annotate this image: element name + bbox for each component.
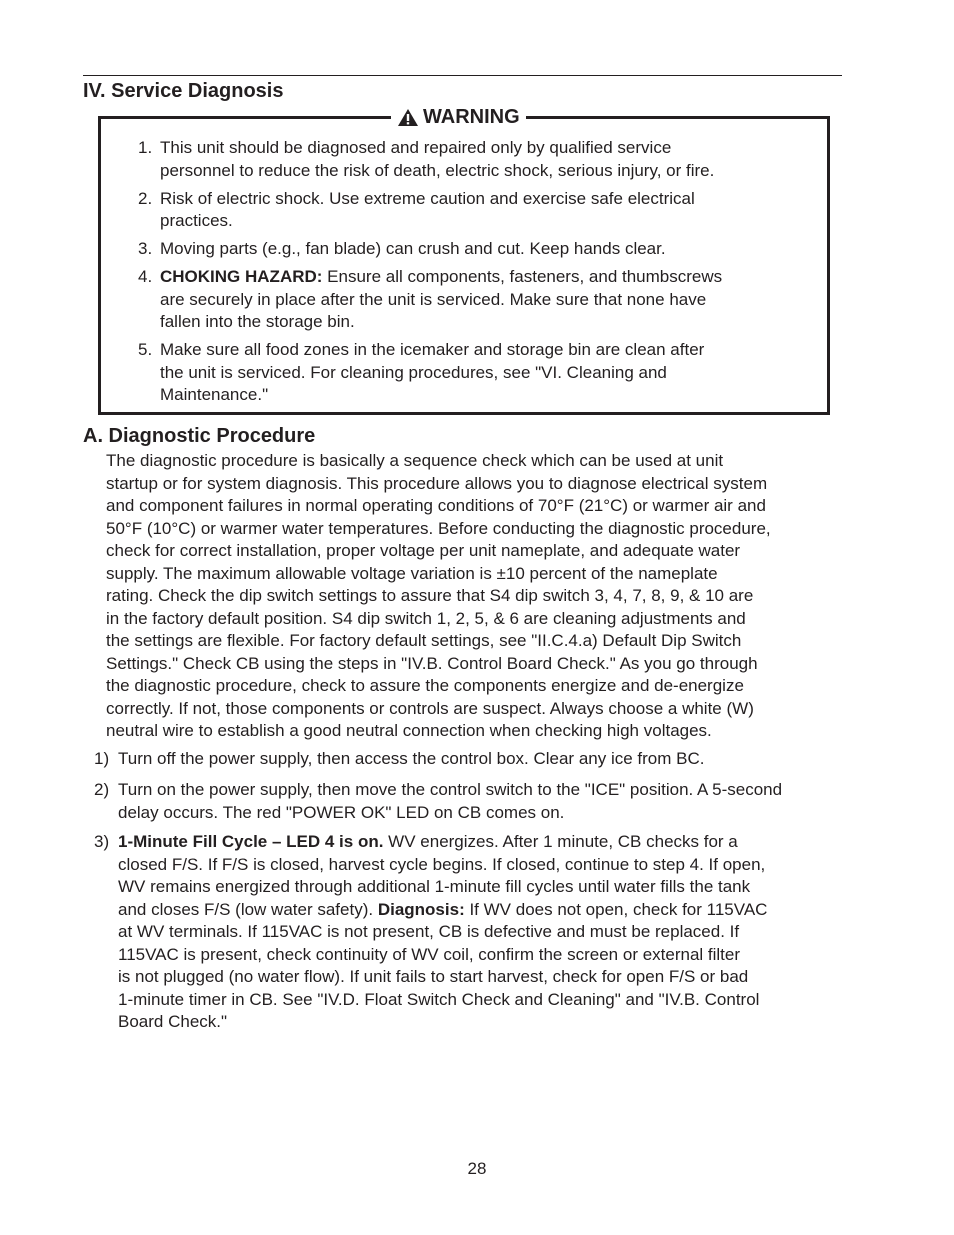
choking-hazard-label: CHOKING HAZARD: [160,267,323,286]
step-body [94,779,854,824]
step-line: is not plugged (no water flow). If unit fails to start harvest, check for open F/S or bad [118,967,749,986]
page-number: 28 [467,1159,487,1178]
intro-line: Settings." Check CB using the steps in "IV.B. Control Board Check." As you go through [106,653,758,673]
step-line: Turn on the power supply, then move the control switch to the "ICE" position. A 5-second [118,780,783,799]
intro-line: check for correct installation, proper voltage per unit nameplate, and adequate water [106,541,741,560]
item-line: fallen into the storage bin. [160,312,355,331]
warning-triangle-icon [397,108,419,127]
item-number: 5. [138,340,153,359]
step-line: closed F/S. If F/S is closed, harvest cycle begins. If closed, continue to step 4. If open, [118,854,766,874]
warning-item-1 [138,137,818,182]
warning-item-3 [138,238,818,261]
intro-line: supply. The maximum allowable voltage variation is ±10 percent of the nameplate [106,563,718,583]
step-line: Turn off the power supply, then access the control box. Clear any ice from BC. [118,749,705,768]
step-line [118,899,854,922]
diagnostic-procedure-title: A. Diagnostic Procedure [83,425,316,447]
warning-label: WARNING [423,106,520,128]
diagnostic-intro [106,450,846,743]
step-line: at WV terminals. If 115VAC is not present, CB is defective and must be replaced. If [118,922,740,941]
intro-line: correctly. If not, those components or controls are suspect. Always choose a white (W) [106,698,754,718]
intro-line: rating. Check the dip switch settings to assure that S4 dip switch 3, 4, 7, 8, 9, & 10 are [106,586,754,605]
step-line: 115VAC is present, check continuity of WV coil, confirm the screen or external filter [118,944,741,964]
item-line: Risk of electric shock. Use extreme caution and exercise safe electrical [160,188,695,208]
intro-line: the diagnostic procedure, check to assure the components energize and de-energize [106,676,744,695]
diagnosis-label: Diagnosis: [377,899,465,919]
intro-line: neutral wire to establish a good neutral connection when checking high voltages. [106,721,712,740]
intro-line: the settings are flexible. For factory default settings, see "II.C.4.a) Default Dip Switch [106,631,742,650]
step-line: Board Check." [118,1012,228,1031]
step-text: and closes F/S (low water safety). [118,899,378,919]
item-line: Moving parts (e.g., fan blade) can crush and cut. Keep hands clear. [160,239,666,258]
step-body [94,831,854,1034]
item-line: the unit is serviced. For cleaning procedures, see "VI. Cleaning and [160,362,667,382]
step-text: WV energizes. After 1 minute, CB checks for a [383,832,738,851]
intro-line: and component failures in normal operating conditions of 70°F (21°C) or warmer air and [106,496,766,515]
item-number: 2. [138,188,153,208]
step-3 [94,831,854,1034]
step-line [118,831,854,854]
step-line: WV remains energized through additional 1-minute fill cycles until water fills the tank [118,877,751,896]
step-line: delay occurs. The red "POWER OK" LED on CB comes on. [118,802,565,822]
item-number: 4. [138,267,153,286]
item-line: personnel to reduce the risk of death, electric shock, serious injury, or fire. [160,160,715,180]
step-number: 2) [94,780,110,799]
fill-cycle-heading: 1-Minute Fill Cycle – LED 4 is on. [118,832,384,851]
item-text: Ensure all components, fasteners, and thumbscrews [322,267,723,286]
item-line [160,266,818,289]
intro-line: startup or for system diagnosis. This procedure allows you to diagnose electrical system [106,473,768,493]
step-2 [94,779,854,824]
item-line: Maintenance." [160,385,269,404]
step-body [94,748,854,771]
intro-line: The diagnostic procedure is basically a sequence check which can be used at unit [106,451,724,470]
section-title: IV. Service Diagnosis [83,80,284,102]
warning-item-2 [138,188,818,233]
intro-line: 50°F (10°C) or warmer water temperatures. Before conducting the diagnostic procedure, [106,518,771,538]
item-line: This unit should be diagnosed and repaired only by qualified service [160,138,672,157]
step-text: If WV does not open, check for 115VAC [464,899,768,919]
top-rule [83,75,842,76]
item-line: practices. [160,211,233,230]
item-number: 1. [138,138,153,157]
step-number: 1) [94,749,110,768]
step-1 [94,748,854,771]
step-number: 3) [94,832,110,851]
item-number: 3. [138,239,153,258]
item-line: Make sure all food zones in the icemaker and storage bin are clean after [160,340,705,359]
warning-list [138,137,818,412]
warning-item-5 [138,339,818,407]
item-line: are securely in place after the unit is serviced. Make sure that none have [160,289,707,309]
intro-line: in the factory default position. S4 dip switch 1, 2, 5, & 6 are cleaning adjustments and [106,608,746,628]
step-line: 1-minute timer in CB. See "IV.D. Float Switch Check and Cleaning" and "IV.B. Control [118,989,760,1009]
warning-item-4 [138,266,818,334]
warning-header [391,105,526,129]
